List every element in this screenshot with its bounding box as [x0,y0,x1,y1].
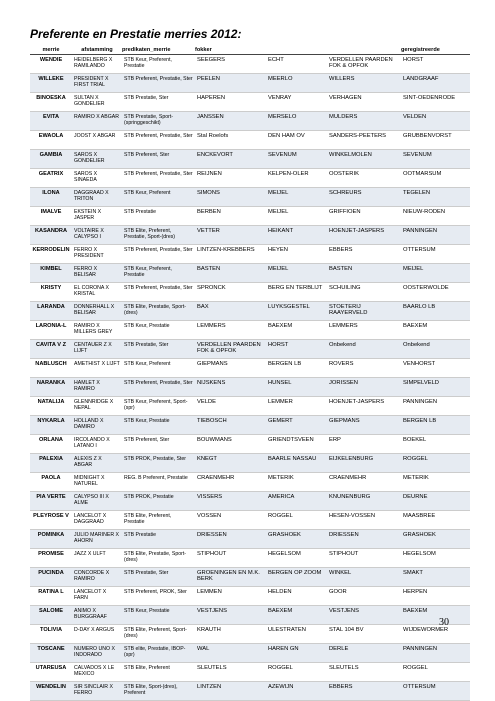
cell-eigenaar-plaats: NIEUW-RODEN [401,207,470,226]
header-geregistreerde: geregistreerde [401,45,470,55]
table-body [30,55,470,701]
cell-afstamming: JAZZ X ULFT [72,549,122,568]
table-row [30,378,470,397]
cell-eigenaar-plaats: ROGGEL [401,454,470,473]
cell-fokker-plaats: KELPEN-OLER [266,169,327,188]
cell-eigenaar: GRIFFIOEN [327,207,401,226]
cell-afstamming: SAROS X SINAEDA [72,169,122,188]
cell-eigenaar: STAL 104 BV [327,625,401,644]
cell-afstamming: GLENNRIDGE X NEPAL [72,397,122,416]
cell-eigenaar-plaats: PANNINGEN [401,226,470,245]
cell-eigenaar: VERHAGEN [327,93,401,112]
cell-merrie: ILONA [30,188,72,207]
cell-fokker-plaats: LEMMER [266,397,327,416]
table-row [30,606,470,625]
cell-merrie: NARANKA [30,378,72,397]
cell-merrie: GEATRIX [30,169,72,188]
cell-fokker-plaats: MEIJEL [266,264,327,283]
cell-fokker: LINTZEN-KREBBERS [195,245,266,264]
cell-fokker: ENCKEVORT [195,150,266,169]
cell-predikaten: STB Keur, Preferent, Sport-(spr) [122,397,195,416]
cell-fokker-plaats: GEMERT [266,416,327,435]
cell-eigenaar-plaats: LANDGRAAF [401,74,470,93]
cell-predikaten: STB Preferent, Prestatie, Ster [122,74,195,93]
cell-fokker-plaats: HEYEN [266,245,327,264]
cell-eigenaar: WINKELMOLEN [327,150,401,169]
table-row [30,587,470,606]
cell-predikaten: STB Prestatie, Ster [122,340,195,359]
cell-fokker-plaats: AZEWIJN [266,682,327,701]
cell-merrie: LARONIA-L [30,321,72,340]
table-row [30,454,470,473]
table-row [30,663,470,682]
cell-eigenaar: WILLERS [327,74,401,93]
cell-eigenaar: GIEPMANS [327,416,401,435]
cell-fokker: BASTEN [195,264,266,283]
cell-fokker-plaats: METERIK [266,473,327,492]
table-row [30,302,470,321]
cell-predikaten: STB PROK, Prestatie [122,492,195,511]
cell-fokker: VESTJENS [195,606,266,625]
cell-fokker: SEEGERS [195,55,266,74]
table-row [30,625,470,644]
cell-fokker-plaats: MEIJEL [266,188,327,207]
cell-eigenaar-plaats: SINT-OEDENRODE [401,93,470,112]
cell-fokker: VELDE [195,397,266,416]
cell-fokker-plaats: BERGEN LB [266,359,327,378]
table-row [30,321,470,340]
table-row [30,473,470,492]
cell-afstamming: PRESIDENT X FIRST TRIAL [72,74,122,93]
cell-fokker-plaats: ROGGEL [266,511,327,530]
cell-merrie: WILLEKE [30,74,72,93]
cell-predikaten: STB Preferent, PROK, Ster [122,587,195,606]
cell-eigenaar: DERLE [327,644,401,663]
cell-predikaten: STB Elite, Preferent, Prestatie [122,511,195,530]
cell-afstamming: SULTAN X GONDELIER [72,93,122,112]
cell-fokker-plaats: BAEXEM [266,321,327,340]
cell-afstamming: EKSTEIN X JASPER [72,207,122,226]
cell-merrie: TOSCANE [30,644,72,663]
cell-fokker-plaats: GRIENDTSVEEN [266,435,327,454]
table-row [30,264,470,283]
cell-eigenaar: MULDERS [327,112,401,131]
cell-merrie: TOLIVIA [30,625,72,644]
cell-fokker: LEMMEN [195,587,266,606]
cell-eigenaar-plaats: VELDEN [401,112,470,131]
table-row [30,682,470,701]
cell-merrie: RATINA L [30,587,72,606]
cell-eigenaar-plaats: GRUBBENVORST [401,131,470,150]
cell-fokker: GIEPMANS [195,359,266,378]
cell-eigenaar-plaats: SEVENUM [401,150,470,169]
cell-eigenaar-plaats: SIMPELVELD [401,378,470,397]
cell-predikaten: STB Preferent, Prestatie, Ster [122,283,195,302]
cell-predikaten: STB Preferent, Prestatie, Ster [122,169,195,188]
cell-fokker: STIPHOUT [195,549,266,568]
cell-merrie: KERRODELIN [30,245,72,264]
cell-eigenaar-plaats: Onbekend [401,340,470,359]
cell-fokker: SPRONCK [195,283,266,302]
cell-afstamming: CENTAUER Z X LIJFT [72,340,122,359]
table-row [30,55,470,74]
cell-afstamming: FERRO X PRESIDENT [72,245,122,264]
cell-merrie: IMALVE [30,207,72,226]
cell-predikaten: STB Elite, Prestatie, Sport-(dres) [122,549,195,568]
cell-fokker: SLEUTELS [195,663,266,682]
cell-eigenaar: ROVERS [327,359,401,378]
cell-fokker-plaats: HUNSEL [266,378,327,397]
cell-merrie: GAMBIA [30,150,72,169]
merries-table [30,45,470,701]
cell-predikaten: REG. B Preferent, Prestatie [122,473,195,492]
cell-merrie: UTAREUSA [30,663,72,682]
cell-fokker: SIMONS [195,188,266,207]
cell-fokker-plaats: GRASHOEK [266,530,327,549]
cell-eigenaar: STIPHOUT [327,549,401,568]
cell-predikaten: STB Keur, Preferent [122,188,195,207]
cell-merrie: ORLANA [30,435,72,454]
cell-eigenaar: VERDELLEN PAARDEN FOK & OPFOK [327,55,401,74]
cell-fokker: BAX [195,302,266,321]
cell-eigenaar: DRIESSEN [327,530,401,549]
cell-afstamming: FERRO X BELISAR [72,264,122,283]
table-row [30,245,470,264]
cell-eigenaar: HESEN-VOSSEN [327,511,401,530]
cell-afstamming: ANIMO X BURGGRAAF [72,606,122,625]
cell-merrie: PIA VERTE [30,492,72,511]
cell-fokker-plaats: ROGGEL [266,663,327,682]
cell-merrie: CAVITA V Z [30,340,72,359]
cell-predikaten: STB Prestatie, Ster [122,93,195,112]
cell-fokker: JANSSEN [195,112,266,131]
cell-eigenaar: LEMMERS [327,321,401,340]
cell-eigenaar-plaats: MEIJEL [401,264,470,283]
cell-eigenaar-plaats: WIJDEWORMER [401,625,470,644]
cell-fokker: BOUWMANS [195,435,266,454]
cell-fokker-plaats: BERG EN TERBLIJT [266,283,327,302]
table-row [30,435,470,454]
cell-eigenaar: HOENJET-JASPERS [327,226,401,245]
cell-eigenaar: KNUNENBURG [327,492,401,511]
cell-fokker-plaats: ULESTRATEN [266,625,327,644]
cell-merrie: PROMISE [30,549,72,568]
cell-merrie: EWAOLA [30,131,72,150]
cell-merrie: KRISTY [30,283,72,302]
cell-afstamming: AMETHIST X LIJFT [72,359,122,378]
table-row [30,150,470,169]
table-row [30,74,470,93]
cell-eigenaar-plaats: PANNINGEN [401,397,470,416]
cell-eigenaar: SCHREURS [327,188,401,207]
cell-eigenaar-plaats: BOEKEL [401,435,470,454]
cell-afstamming: SAROS X GONDELIER [72,150,122,169]
cell-fokker-plaats: VENRAY [266,93,327,112]
cell-afstamming: CALVADOS X LE MEXICO [72,663,122,682]
table-row [30,549,470,568]
cell-afstamming: JOOST X ABGAR [72,131,122,150]
cell-eigenaar: VESTJENS [327,606,401,625]
cell-eigenaar: SCHUILING [327,283,401,302]
cell-merrie: SALOME [30,606,72,625]
cell-fokker: VOSSEN [195,511,266,530]
cell-afstamming: HOLLAND X DAMIRO [72,416,122,435]
table-row [30,530,470,549]
cell-eigenaar-plaats: ROGGEL [401,663,470,682]
cell-fokker: HAPEREN [195,93,266,112]
table-row [30,492,470,511]
page-number: 30 [439,617,449,628]
cell-fokker: NIJSKENS [195,378,266,397]
table-row [30,131,470,150]
cell-predikaten: STB Elite, Sport-(dres), Preferent [122,682,195,701]
cell-predikaten: STB Preferent, Ster [122,435,195,454]
table-row [30,93,470,112]
cell-afstamming: LANCELOT X FARN [72,587,122,606]
cell-eigenaar-plaats: VENHORST [401,359,470,378]
cell-predikaten: STB Preferent, Prestatie, Ster [122,378,195,397]
table-row [30,359,470,378]
cell-eigenaar-plaats: PANNINGEN [401,644,470,663]
cell-predikaten: STB Prestatie [122,207,195,226]
table-row [30,397,470,416]
cell-fokker: PEELEN [195,74,266,93]
cell-fokker-plaats: HEIKANT [266,226,327,245]
cell-merrie: PAOLA [30,473,72,492]
cell-fokker-plaats: LUYKSGESTEL [266,302,327,321]
cell-eigenaar: HOENJET-JASPERS [327,397,401,416]
cell-eigenaar-plaats: BERGEN LB [401,416,470,435]
header-afstamming: afstamming [72,45,122,55]
cell-fokker-plaats: BAEXEM [266,606,327,625]
cell-fokker: KNEGT [195,454,266,473]
header-fokker: fokker [195,45,266,55]
cell-afstamming: EL CORONA X KRISTAL [72,283,122,302]
cell-afstamming: CONCORDE X RAMIRO [72,568,122,587]
cell-eigenaar: WINKEL [327,568,401,587]
cell-predikaten: STB PROK, Prestatie, Ster [122,454,195,473]
table-row [30,226,470,245]
cell-fokker: REIJNEN [195,169,266,188]
cell-merrie: BINOESKA [30,93,72,112]
cell-eigenaar: Onbekend [327,340,401,359]
cell-fokker-plaats: MEIJEL [266,207,327,226]
cell-predikaten: STB Prestatie, Sport-(springgeschikt) [122,112,195,131]
cell-predikaten: STB Keur, Prestatie [122,416,195,435]
cell-predikaten: STB Keur, Preferent, Prestatie [122,264,195,283]
cell-fokker: Stal Roelofs [195,131,266,150]
cell-eigenaar-plaats: OOSTERWOLDE [401,283,470,302]
cell-eigenaar: JORISSEN [327,378,401,397]
table-row [30,511,470,530]
cell-fokker: KRAUTH [195,625,266,644]
cell-afstamming: DAGGRAAD X TRITON [72,188,122,207]
cell-fokker: TIEBOSCH [195,416,266,435]
table-row [30,340,470,359]
cell-fokker-plaats: HAREN GN [266,644,327,663]
table-row [30,416,470,435]
cell-afstamming: LANCELOT X DAGGRAAD [72,511,122,530]
table-row [30,207,470,226]
cell-eigenaar-plaats: OOTMARSUM [401,169,470,188]
table-row [30,188,470,207]
cell-fokker: LINTZEN [195,682,266,701]
table-row [30,568,470,587]
cell-eigenaar: SANDERS-PEETERS [327,131,401,150]
cell-merrie: KASANDRA [30,226,72,245]
cell-afstamming: IRCOLANDO X LATANO I [72,435,122,454]
cell-fokker-plaats: BERGEN OP ZOOM [266,568,327,587]
cell-predikaten: STB Elite, Preferent [122,663,195,682]
cell-eigenaar: GOOR [327,587,401,606]
cell-fokker: VETTER [195,226,266,245]
cell-fokker: WAL [195,644,266,663]
cell-fokker-plaats: DEN HAM OV [266,131,327,150]
cell-eigenaar-plaats: DEURNE [401,492,470,511]
cell-predikaten: STB Preferent, Ster [122,150,195,169]
cell-eigenaar-plaats: GRASHOEK [401,530,470,549]
cell-merrie: POMINKA [30,530,72,549]
cell-afstamming: JULIO MARINER X AHORN [72,530,122,549]
cell-eigenaar: SLEUTELS [327,663,401,682]
cell-eigenaar-plaats: HORST [401,55,470,74]
cell-predikaten: STB Elite, Prestatie, Sport-(dres) [122,302,195,321]
cell-predikaten: STB Prestatie, Ster [122,568,195,587]
cell-merrie: PUCINDA [30,568,72,587]
table-row [30,112,470,131]
cell-eigenaar: EIJKELENBURG [327,454,401,473]
table-row [30,169,470,188]
cell-fokker-plaats: MEERLO [266,74,327,93]
cell-predikaten: STB Keur, Preferent [122,359,195,378]
cell-fokker-plaats: HELDEN [266,587,327,606]
cell-eigenaar-plaats: BAEXEM [401,606,470,625]
cell-eigenaar-plaats: METERIK [401,473,470,492]
cell-fokker-plaats: MERSELO [266,112,327,131]
cell-fokker-plaats: SEVENUM [266,150,327,169]
cell-eigenaar-plaats: SMAKT [401,568,470,587]
cell-merrie: LARANDA [30,302,72,321]
cell-eigenaar: CRAENMEHR [327,473,401,492]
cell-predikaten: STB elite, Prestatie, IBOP-(spr) [122,644,195,663]
cell-merrie: PLEYROSE V [30,511,72,530]
cell-eigenaar-plaats: OTTERSUM [401,245,470,264]
cell-afstamming: HAMLET X RAMIRO [72,378,122,397]
cell-predikaten: STB Preferent, Prestatie, Ster [122,131,195,150]
cell-afstamming: VOLTAIRE X CALYPSO I [72,226,122,245]
cell-merrie: WENDELIN [30,682,72,701]
cell-fokker: DRIESSEN [195,530,266,549]
cell-afstamming: NUMERO UNO X INDORADO [72,644,122,663]
cell-predikaten: STB Preferent, Prestatie, Ster [122,245,195,264]
cell-eigenaar-plaats: TEGELEN [401,188,470,207]
cell-afstamming: CALYPSO III X ALME [72,492,122,511]
cell-afstamming: RAMIRO X MILLERS GREY [72,321,122,340]
table-row [30,644,470,663]
cell-merrie: NYKARLA [30,416,72,435]
cell-fokker-plaats: BAARLE NASSAU [266,454,327,473]
cell-eigenaar: STOETERIJ RAAYERVELD [327,302,401,321]
table-row [30,283,470,302]
header-fokker-plaats [266,45,327,55]
cell-fokker-plaats: HORST [266,340,327,359]
cell-eigenaar-plaats: HEGELSOM [401,549,470,568]
cell-eigenaar-plaats: OTTERSUM [401,682,470,701]
cell-merrie: WENDIE [30,55,72,74]
cell-afstamming: SIR SINCLAIR X FERRO [72,682,122,701]
cell-afstamming: DONNERHALL X BELISAR [72,302,122,321]
cell-afstamming: MIDNIGHT X NATUREL [72,473,122,492]
cell-eigenaar-plaats: BAEXEM [401,321,470,340]
cell-predikaten: STB Keur, Preferent, Prestatie [122,55,195,74]
cell-predikaten: STB Keur, Prestatie [122,606,195,625]
table-header-row [30,45,470,55]
header-predikaten: predikaten_merrie [122,45,195,55]
cell-fokker-plaats: HEGELSOM [266,549,327,568]
cell-afstamming: HEIDELBERG X RAMILANDO [72,55,122,74]
cell-afstamming: ALEXIS Z X ABGAR [72,454,122,473]
cell-fokker: LEMMERS [195,321,266,340]
cell-predikaten: STB Keur, Prestatie [122,321,195,340]
cell-afstamming: D-DAY X ARGUS [72,625,122,644]
cell-fokker: VISSERS [195,492,266,511]
cell-fokker: BERBEN [195,207,266,226]
cell-eigenaar-plaats: BAARLO LB [401,302,470,321]
page-title: Preferente en Prestatie merries 2012: [30,27,242,41]
cell-merrie: NABLUSCH [30,359,72,378]
cell-merrie: EVITA [30,112,72,131]
cell-eigenaar-plaats: MAASBREE [401,511,470,530]
cell-eigenaar: ERP [327,435,401,454]
cell-afstamming: RAMIRO X ABGAR [72,112,122,131]
header-merrie: merrie [30,45,72,55]
cell-predikaten: STB Elite, Preferent, Prestatie, Sport-(dres) [122,226,195,245]
cell-merrie: NATALIJA [30,397,72,416]
cell-fokker: VERDELLEN PAARDEN FOK & OPFOK [195,340,266,359]
header-eigenaar [327,45,401,55]
cell-eigenaar: EBBERS [327,682,401,701]
cell-fokker: GROENINGEN EN M.K. BERK [195,568,266,587]
cell-fokker-plaats: AMERICA [266,492,327,511]
cell-merrie: KIMBEL [30,264,72,283]
cell-merrie: PALEXIA [30,454,72,473]
cell-eigenaar: BASTEN [327,264,401,283]
cell-eigenaar: OOSTERIK [327,169,401,188]
cell-eigenaar-plaats: HERPEN [401,587,470,606]
cell-predikaten: STB Elite, Preferent, Sport-(dres) [122,625,195,644]
cell-fokker-plaats: ECHT [266,55,327,74]
cell-predikaten: STB Prestatie [122,530,195,549]
cell-eigenaar: EBBERS [327,245,401,264]
cell-fokker: CRAENMEHR [195,473,266,492]
